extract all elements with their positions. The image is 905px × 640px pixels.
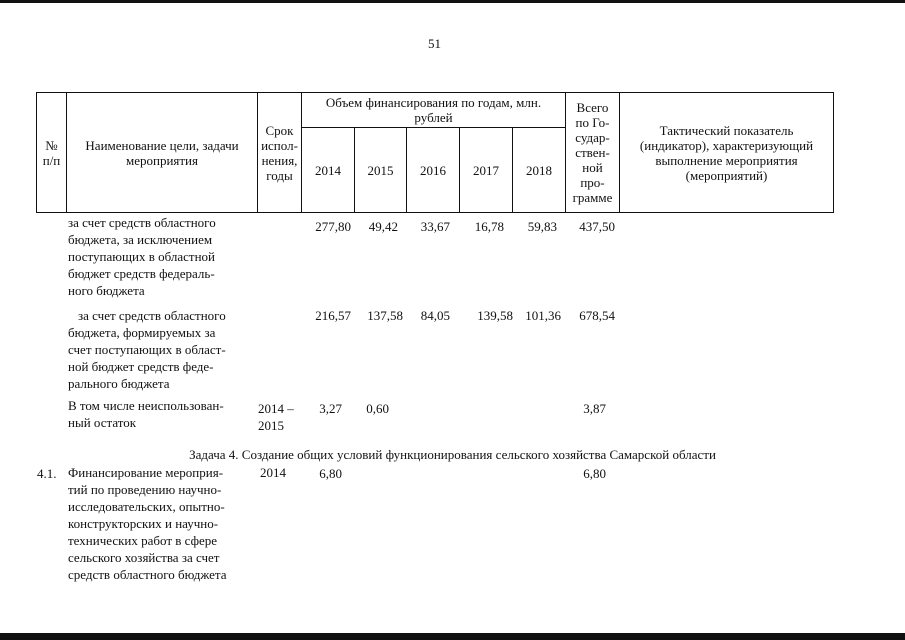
row-description: за счет средств областного бюджета, за исключением поступающих в областной бюджет средств федераль- ного бюджета [68,215,216,298]
header-financing: Объем финансирования по годам, млн. рублей [325,95,542,125]
value-2014: 3,27 [319,401,342,416]
header-number: № п/п [42,137,61,168]
value-2014: 277,80 [315,219,351,234]
row-term: 2014 [260,465,286,480]
row-description: за счет средств областного бюджета, формируемых за счет поступающих в област- ной бюджет средств феде- рального бюджета [68,308,226,391]
value-2017: 139,58 [477,308,513,323]
item-number: 4.1. [37,466,57,481]
row-description: Финансирование мероприя- тий по проведению научно- исследовательских, опытно- конструкторских и научно- технических работ в сфере сельского хозяйства за счет средств областного бюджета [68,465,227,582]
header-year-2018: 2018 [526,162,552,178]
value-2014: 216,57 [315,308,351,323]
header-total: Всего по Го-судар-ствен-ной про-грамме [572,100,613,205]
task-title: Задача 4. Создание общих условий функционирования сельского хозяйства Самарской области [189,447,716,462]
value-total: 437,50 [579,219,615,234]
header-year-2015: 2015 [367,162,394,178]
value-2015: 137,58 [367,308,403,323]
value-2016: 33,67 [420,219,450,234]
header-year-2014: 2014 [315,162,341,178]
value-total: 678,54 [579,308,615,323]
header-indicator: Тактический показатель (индикатор), характеризующий выполнение мероприятия (мероприятий) [639,122,814,183]
value-2018: 101,36 [525,308,561,323]
header-name: Наименование цели, задачи мероприятия [85,137,239,168]
value-2015: 49,42 [368,219,398,234]
value-total: 6,80 [583,466,606,481]
value-2014: 6,80 [319,466,342,481]
header-year-2017: 2017 [473,162,499,178]
value-total: 3,87 [583,401,606,416]
top-border [0,0,905,3]
header-term: Срок испол-нения, годы [261,122,298,183]
value-2016: 84,05 [420,308,450,323]
header-year-2016: 2016 [420,162,446,178]
value-2015: 0,60 [366,401,389,416]
row-description: В том числе неиспользован- ный остаток [68,398,224,430]
page-number: 51 [428,36,441,51]
value-2017: 16,78 [474,219,504,234]
bottom-border [0,633,905,640]
row-term: 2014 – 2015 [258,401,294,433]
value-2018: 59,83 [527,219,557,234]
